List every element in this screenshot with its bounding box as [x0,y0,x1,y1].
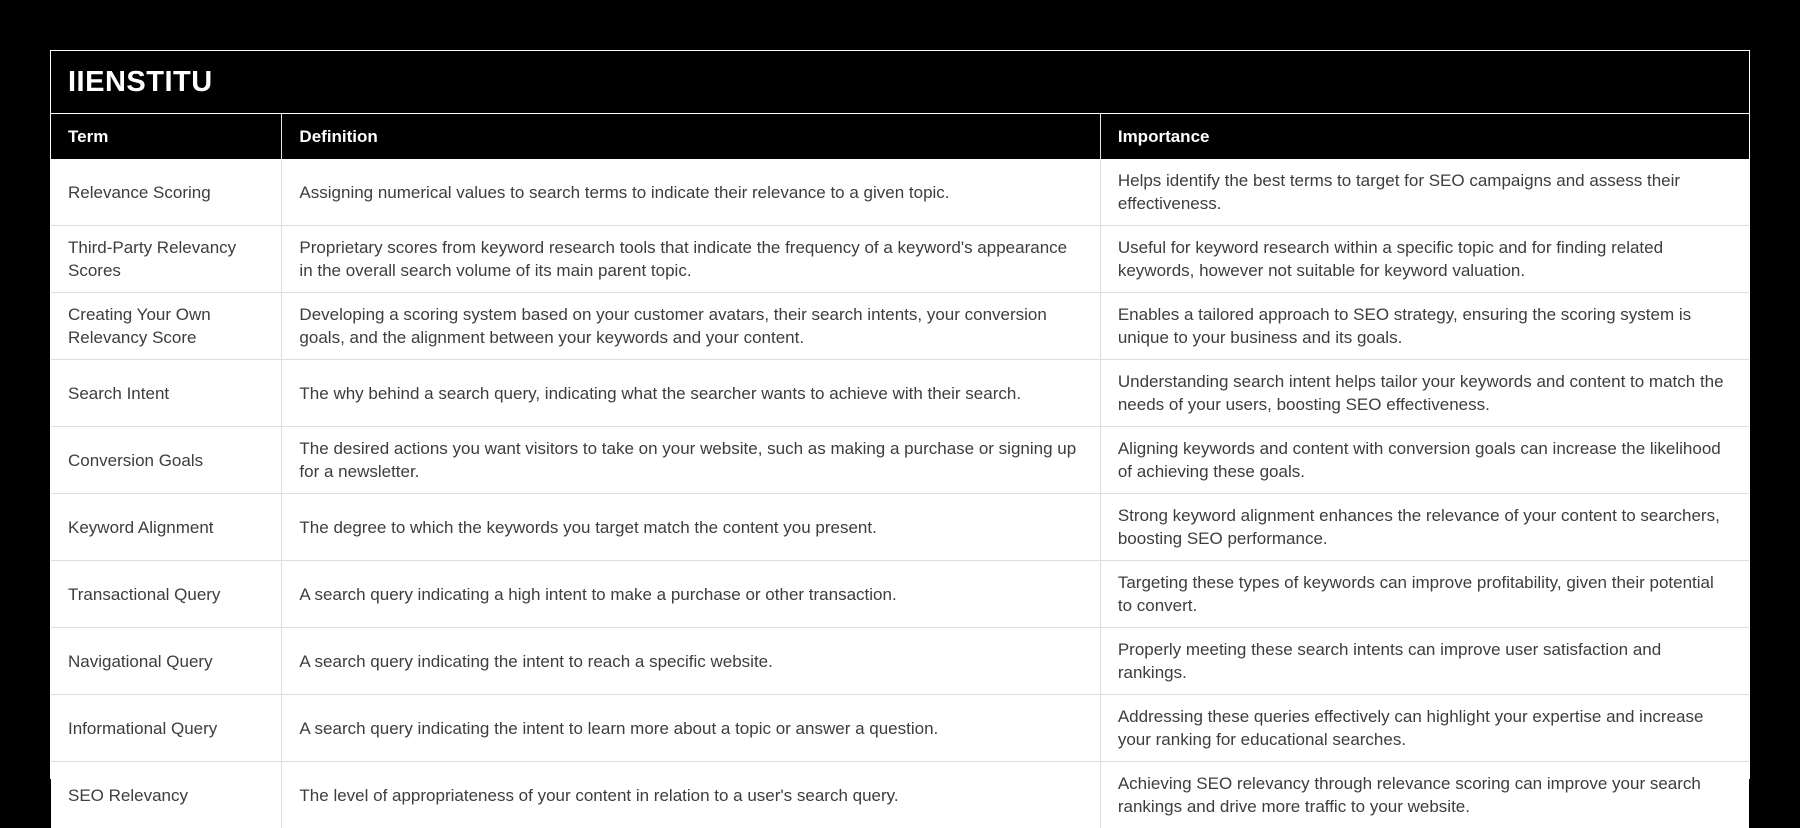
column-header-term: Term [51,114,282,160]
column-header-definition: Definition [282,114,1100,160]
importance-cell: Strong keyword alignment enhances the relevance of your content to searchers, boosting SEO performance. [1100,494,1749,561]
table-header-row [51,114,1749,160]
definition-cell: The desired actions you want visitors to take on your website, such as making a purchase or signing up for a newsletter. [282,427,1100,494]
content-frame [50,50,1750,779]
table-row [51,293,1749,360]
table-row [51,494,1749,561]
definition-cell: The degree to which the keywords you target match the content you present. [282,494,1100,561]
term-cell: Relevance Scoring [51,159,282,226]
column-header-importance: Importance [1100,114,1749,160]
definition-cell: Proprietary scores from keyword research tools that indicate the frequency of a keyword's appearance in the overall search volume of its main parent topic. [282,226,1100,293]
table-body [51,159,1749,828]
definition-cell: The why behind a search query, indicating what the searcher wants to achieve with their search. [282,360,1100,427]
table-row [51,695,1749,762]
importance-cell: Helps identify the best terms to target for SEO campaigns and assess their effectiveness. [1100,159,1749,226]
definition-cell: Assigning numerical values to search terms to indicate their relevance to a given topic. [282,159,1100,226]
importance-cell: Understanding search intent helps tailor your keywords and content to match the needs of your users, boosting SEO effectiveness. [1100,360,1749,427]
importance-cell: Addressing these queries effectively can highlight your expertise and increase your ranking for educational searches. [1100,695,1749,762]
table-header [51,114,1749,160]
definition-cell: A search query indicating a high intent to make a purchase or other transaction. [282,561,1100,628]
term-cell: Informational Query [51,695,282,762]
table-row [51,427,1749,494]
term-cell: Keyword Alignment [51,494,282,561]
term-cell: Creating Your Own Relevancy Score [51,293,282,360]
term-cell: Transactional Query [51,561,282,628]
table-row [51,561,1749,628]
importance-cell: Useful for keyword research within a specific topic and for finding related keywords, however not suitable for keyword valuation. [1100,226,1749,293]
page-title: IIENSTITU [51,51,1749,113]
definition-cell: A search query indicating the intent to learn more about a topic or answer a question. [282,695,1100,762]
term-cell: Navigational Query [51,628,282,695]
importance-cell: Enables a tailored approach to SEO strategy, ensuring the scoring system is unique to your business and its goals. [1100,293,1749,360]
term-cell: Search Intent [51,360,282,427]
table-row [51,628,1749,695]
importance-cell: Achieving SEO relevancy through relevance scoring can improve your search rankings and drive more traffic to your website. [1100,762,1749,828]
importance-cell: Properly meeting these search intents can improve user satisfaction and rankings. [1100,628,1749,695]
definition-cell: Developing a scoring system based on your customer avatars, their search intents, your conversion goals, and the alignment between your keywords and your content. [282,293,1100,360]
term-cell: SEO Relevancy [51,762,282,828]
table-row [51,159,1749,226]
table-row [51,762,1749,828]
definition-cell: A search query indicating the intent to reach a specific website. [282,628,1100,695]
term-cell: Conversion Goals [51,427,282,494]
terms-table [51,113,1749,828]
importance-cell: Targeting these types of keywords can improve profitability, given their potential to convert. [1100,561,1749,628]
table-row [51,360,1749,427]
term-cell: Third-Party Relevancy Scores [51,226,282,293]
definition-cell: The level of appropriateness of your content in relation to a user's search query. [282,762,1100,828]
importance-cell: Aligning keywords and content with conversion goals can increase the likelihood of achieving these goals. [1100,427,1749,494]
table-row [51,226,1749,293]
